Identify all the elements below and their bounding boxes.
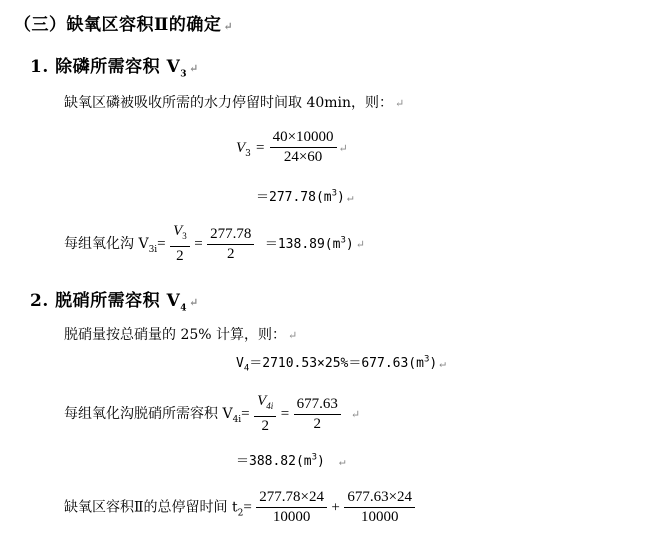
equation-v4i: 每组氧化沟脱硝所需容积 $V_{4i}=$ $\frac{V_{4i}}{2}$ = $\frac{677.63}{2}$ ↵: [64, 393, 361, 434]
equation-t2: 缺氧区容积Ⅱ的总停留时间 $t_2=$ $\frac{277.78\times 24}{10000}$ + $\frac{677.63\times 24}{10000}$: [64, 488, 415, 527]
heading-denitrification: 2. 脱硝所需容积 $V_4$ ↵: [30, 291, 199, 314]
equation-v3-result: $=277.78(m^3)$ ↵: [256, 188, 354, 205]
heading-phosphorus-removal: 1. 除磷所需容积 $V_3$ ↵: [30, 57, 199, 80]
equation-v3i: 每组氧化沟 $V_{3i}=$ $\frac{V_3}{2}$ = $\frac{277.78}{2}$ $=138.89(m^3)$ ↵: [64, 223, 365, 264]
fraction: $\frac{V_3}{2}$: [170, 222, 190, 266]
fraction: $\frac{277.78\times 24}{10000}$: [256, 488, 327, 527]
equation-v4i-result: $=388.82(m^3)$ ↵: [236, 452, 346, 469]
intro-denitrification: 脱硝量按总硝量的 25% 计算，则： ↵: [64, 327, 298, 343]
equation-v3-fraction: $V_3$ = $\frac{40\times 10000}{24\times 60}$ ↵: [236, 129, 348, 165]
fraction: $\frac{677.63\times 24}{10000}$: [344, 488, 415, 527]
section-title: （三）缺氧区容积Ⅱ的确定 ↵: [14, 15, 234, 35]
intro-phosphorus: 缺氧区磷被吸收所需的水力停留时间取 40min，则： ↵: [64, 95, 405, 111]
fraction: $\frac{V_{4i}}{2}$: [254, 392, 276, 436]
fraction: $\frac{277.78}{2}$: [207, 225, 254, 264]
fraction: $\frac{677.63}{2}$: [294, 395, 341, 434]
equation-v4: $V_4=2710.53\times 25\%=677.63(m^3)$ ↵: [236, 354, 446, 374]
paragraph-mark: ↵: [223, 20, 234, 33]
fraction: $\frac{40\times 10000}{24\times 60}$: [270, 128, 337, 167]
